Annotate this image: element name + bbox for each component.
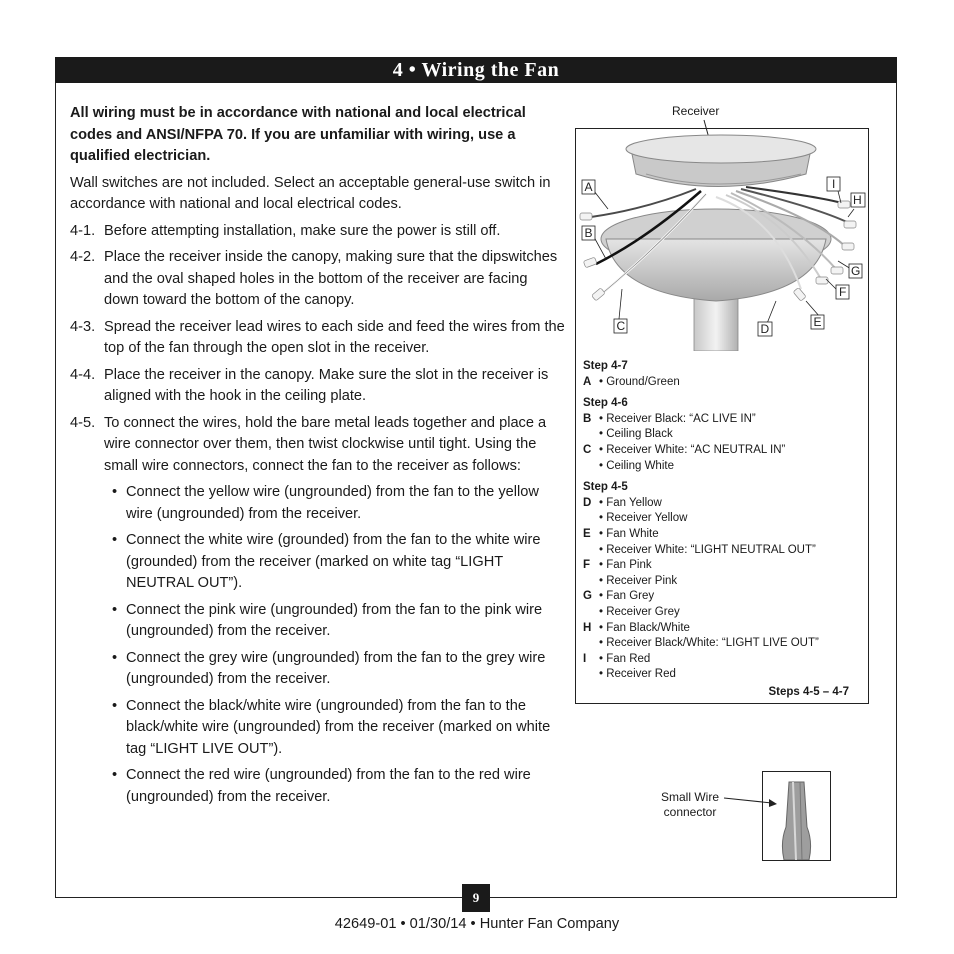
legend-row: G • Fan Grey bbox=[583, 590, 655, 603]
list-item: • Connect the black/white wire (ungrounded) from the fan to the black/white wire (ungrounded) from the receiver (marked on white tag “LIGHT LIVE OUT”). bbox=[112, 696, 565, 761]
legend-row: F • Fan Pink bbox=[583, 559, 652, 572]
list-item: • Connect the pink wire (ungrounded) from the fan to the pink wire (ungrounded) from the receiver. bbox=[112, 600, 565, 643]
list-item: • Connect the grey wire (ungrounded) from the fan to the grey wire (ungrounded) from the receiver. bbox=[112, 648, 565, 691]
callout-g: G bbox=[851, 264, 861, 278]
step-number: 4-5. bbox=[70, 414, 96, 431]
page-number: 9 bbox=[462, 884, 490, 912]
legend-row: I • Fan Red bbox=[583, 652, 651, 665]
step-text: Place the receiver in the canopy. Make sure the slot in the receiver is aligned with the hook in the ceiling plate. bbox=[104, 366, 549, 404]
step-4-4 bbox=[70, 365, 565, 408]
list-item: • Connect the red wire (ungrounded) from the fan to the red wire (ungrounded) from the receiver. bbox=[112, 765, 565, 808]
instructions-column bbox=[70, 103, 565, 813]
legend-heading: Step 4-5 bbox=[583, 481, 628, 494]
step-4-1 bbox=[70, 221, 565, 243]
legend-row: D • Fan Yellow bbox=[583, 496, 662, 509]
callout-b: B bbox=[584, 226, 593, 240]
intro-paragraph: Wall switches are not included. Select an acceptable general-use switch in accordance with national and local electrical codes. bbox=[70, 174, 551, 212]
list-item: • Connect the white wire (grounded) from the fan to the white wire (grounded) from the receiver (marked on white tag “LIGHT NEUTRAL OUT”). bbox=[112, 530, 565, 595]
legend-row: • Receiver Pink bbox=[599, 574, 678, 587]
list-item: • Connect the yellow wire (ungrounded) from the fan to the yellow wire (ungrounded) from the receiver. bbox=[112, 482, 565, 525]
legend-row: • Ceiling White bbox=[599, 459, 674, 472]
wire-legend bbox=[583, 353, 863, 700]
legend-row: A • Ground/Green bbox=[583, 375, 680, 388]
step-4-2 bbox=[70, 247, 565, 312]
step-text: Spread the receiver lead wires to each side and feed the wires from the top of the fan through the open slot in the receiver. bbox=[104, 318, 565, 356]
wire-connector-illustration bbox=[763, 772, 830, 860]
legend-row: • Receiver White: “LIGHT NEUTRAL OUT” bbox=[599, 543, 816, 556]
wiring-figure bbox=[575, 128, 869, 704]
callout-f: F bbox=[839, 285, 847, 299]
receiver-label: Receiver bbox=[672, 104, 720, 118]
callout-h: H bbox=[853, 193, 862, 207]
footer: 42649-01 • 01/30/14 • Hunter Fan Company bbox=[334, 916, 620, 932]
callout-e: E bbox=[813, 315, 822, 329]
callout-a: A bbox=[584, 180, 593, 194]
connector-figure bbox=[762, 771, 831, 861]
warning-paragraph: All wiring must be in accordance with national and local electrical codes and ANSI/NFPA 70. If you are unfamiliar with wiring, use a qualified electrician. bbox=[70, 105, 526, 164]
step-number: 4-3. bbox=[70, 318, 96, 335]
step-4-3 bbox=[70, 317, 565, 360]
callout-c: C bbox=[616, 319, 626, 333]
legend-heading: Step 4-6 bbox=[583, 397, 628, 410]
step-text: Before attempting installation, make sure the power is still off. bbox=[104, 222, 501, 239]
fan-wiring-illustration bbox=[576, 129, 868, 351]
callout-d: D bbox=[760, 322, 770, 336]
legend-row: E • Fan White bbox=[583, 527, 659, 540]
legend-row: • Receiver Grey bbox=[599, 605, 680, 618]
legend-row: H • Fan Black/White bbox=[583, 621, 690, 634]
connector-label: Small Wire connector bbox=[660, 790, 719, 819]
connection-list bbox=[112, 482, 565, 808]
legend-heading: Step 4-7 bbox=[583, 360, 628, 372]
legend-row: • Ceiling Black bbox=[599, 428, 673, 441]
step-text: To connect the wires, hold the bare metal leads together and place a wire connector over them, then twist clockwise until tight. Using the small wire connectors, connect the fan to the receiver as follows: bbox=[104, 414, 547, 474]
legend-footer: Steps 4-5 – 4-7 bbox=[768, 685, 849, 698]
step-number: 4-1. bbox=[70, 222, 96, 239]
legend-row: C • Receiver White: “AC NEUTRAL IN” bbox=[583, 443, 786, 456]
page-title: 4 • Wiring the Fan bbox=[55, 57, 897, 83]
step-number: 4-4. bbox=[70, 366, 96, 383]
legend-row: B • Receiver Black: “AC LIVE IN” bbox=[583, 412, 756, 425]
step-4-5 bbox=[70, 413, 565, 478]
step-number: 4-2. bbox=[70, 249, 96, 265]
step-text: Place the receiver inside the canopy, making sure that the dipswitches and the oval shaped holes in the bottom of the receiver are facing down toward the bottom of the canopy. bbox=[104, 249, 558, 308]
legend-row: • Receiver Red bbox=[599, 668, 676, 681]
callout-i: I bbox=[832, 177, 836, 191]
legend-row: • Receiver Black/White: “LIGHT LIVE OUT” bbox=[599, 637, 819, 650]
legend-row: • Receiver Yellow bbox=[599, 512, 688, 525]
